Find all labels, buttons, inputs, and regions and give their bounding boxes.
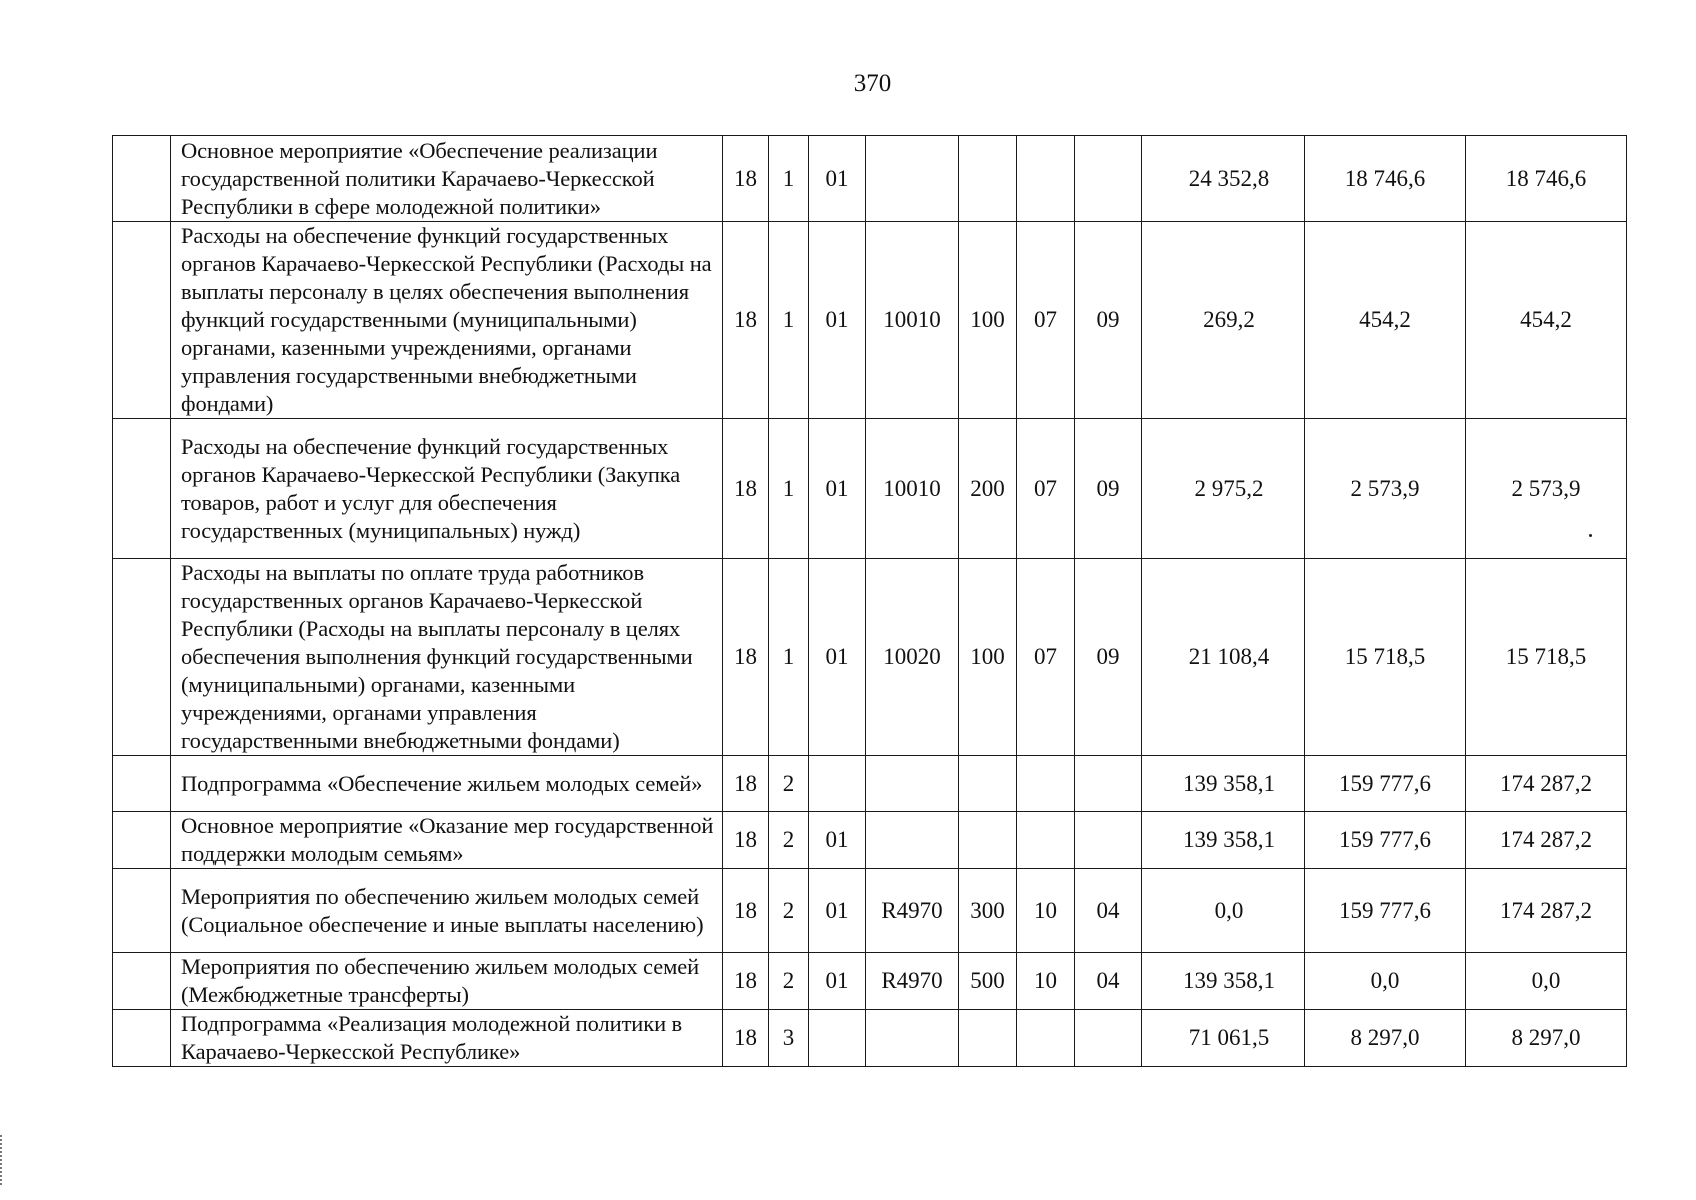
row-index-cell bbox=[113, 419, 171, 559]
row-description: Основное мероприятие «Оказание мер государственной поддержки молодым семьям» bbox=[171, 812, 723, 869]
amount-year-2: 2 573,9 bbox=[1305, 419, 1466, 559]
code-subprogram: 2 bbox=[769, 953, 809, 1010]
row-description: Подпрограмма «Обеспечение жильем молодых семей» bbox=[171, 756, 723, 812]
code-activity: 01 bbox=[809, 136, 866, 222]
amount-year-3: 454,2 bbox=[1466, 222, 1627, 419]
code-section bbox=[1017, 1010, 1075, 1067]
code-expense-type: 200 bbox=[959, 419, 1017, 559]
row-description: Основное мероприятие «Обеспечение реализации государственной политики Карачаево-Черкесской Республики в сфере молодежной политики» bbox=[171, 136, 723, 222]
code-direction: R4970 bbox=[866, 869, 959, 953]
code-subprogram: 1 bbox=[769, 419, 809, 559]
row-index-cell bbox=[113, 756, 171, 812]
row-description: Расходы на обеспечение функций государственных органов Карачаево-Черкесской Республики (Закупка товаров, работ и услуг для обеспечения государственных (муниципальных) нужд) bbox=[171, 419, 723, 559]
amount-year-2: 15 718,5 bbox=[1305, 559, 1466, 756]
code-subsection bbox=[1075, 812, 1142, 869]
table-row bbox=[113, 419, 1627, 559]
code-program: 18 bbox=[723, 869, 769, 953]
row-description: Мероприятия по обеспечению жильем молодых семей (Межбюджетные трансферты) bbox=[171, 953, 723, 1010]
table-row bbox=[113, 559, 1627, 756]
code-subprogram: 2 bbox=[769, 756, 809, 812]
code-direction bbox=[866, 136, 959, 222]
row-description: Мероприятия по обеспечению жильем молодых семей (Социальное обеспечение и иные выплаты населению) bbox=[171, 869, 723, 953]
code-section bbox=[1017, 756, 1075, 812]
code-program: 18 bbox=[723, 419, 769, 559]
scan-edge-marks bbox=[0, 1135, 5, 1185]
code-section: 07 bbox=[1017, 559, 1075, 756]
amount-year-3: 15 718,5 bbox=[1466, 559, 1627, 756]
amount-year-1: 21 108,4 bbox=[1142, 559, 1305, 756]
code-subprogram: 2 bbox=[769, 812, 809, 869]
row-index-cell bbox=[113, 953, 171, 1010]
code-expense-type: 500 bbox=[959, 953, 1017, 1010]
code-subsection bbox=[1075, 756, 1142, 812]
row-index-cell bbox=[113, 1010, 171, 1067]
amount-year-3: 8 297,0 bbox=[1466, 1010, 1627, 1067]
table-row bbox=[113, 136, 1627, 222]
amount-year-3: 174 287,2 bbox=[1466, 756, 1627, 812]
code-program: 18 bbox=[723, 559, 769, 756]
amount-year-2: 159 777,6 bbox=[1305, 812, 1466, 869]
code-direction: R4970 bbox=[866, 953, 959, 1010]
page-number: 370 bbox=[853, 70, 892, 97]
amount-year-2: 0,0 bbox=[1305, 953, 1466, 1010]
table-row bbox=[113, 812, 1627, 869]
code-direction: 10010 bbox=[866, 419, 959, 559]
code-direction bbox=[866, 756, 959, 812]
code-section: 07 bbox=[1017, 419, 1075, 559]
code-expense-type bbox=[959, 756, 1017, 812]
amount-year-1: 24 352,8 bbox=[1142, 136, 1305, 222]
code-activity: 01 bbox=[809, 869, 866, 953]
code-subsection: 04 bbox=[1075, 953, 1142, 1010]
code-program: 18 bbox=[723, 1010, 769, 1067]
code-activity bbox=[809, 1010, 866, 1067]
row-index-cell bbox=[113, 812, 171, 869]
code-expense-type: 300 bbox=[959, 869, 1017, 953]
code-activity: 01 bbox=[809, 812, 866, 869]
code-subsection bbox=[1075, 136, 1142, 222]
code-direction: 10020 bbox=[866, 559, 959, 756]
code-activity: 01 bbox=[809, 419, 866, 559]
amount-year-3: 0,0 bbox=[1466, 953, 1627, 1010]
code-subsection: 09 bbox=[1075, 559, 1142, 756]
code-subsection bbox=[1075, 1010, 1142, 1067]
scan-speck bbox=[1589, 534, 1592, 537]
row-description: Расходы на обеспечение функций государственных органов Карачаево-Черкесской Республики (Расходы на выплаты персоналу в целях обеспечения выполнения функций государственными (муниципальными) органами, казенными учреждениями, органами управления государственными внебюджетными фондами) bbox=[171, 222, 723, 419]
code-section: 10 bbox=[1017, 953, 1075, 1010]
table-row bbox=[113, 222, 1627, 419]
code-subprogram: 1 bbox=[769, 222, 809, 419]
row-index-cell bbox=[113, 869, 171, 953]
amount-year-2: 454,2 bbox=[1305, 222, 1466, 419]
code-subsection: 09 bbox=[1075, 222, 1142, 419]
amount-year-3: 18 746,6 bbox=[1466, 136, 1627, 222]
amount-year-1: 71 061,5 bbox=[1142, 1010, 1305, 1067]
code-section bbox=[1017, 136, 1075, 222]
code-subsection: 09 bbox=[1075, 419, 1142, 559]
code-expense-type bbox=[959, 136, 1017, 222]
table-body bbox=[113, 136, 1627, 1067]
code-subprogram: 2 bbox=[769, 869, 809, 953]
row-index-cell bbox=[113, 559, 171, 756]
amount-year-3: 174 287,2 bbox=[1466, 812, 1627, 869]
amount-year-2: 159 777,6 bbox=[1305, 869, 1466, 953]
row-description: Расходы на выплаты по оплате труда работников государственных органов Карачаево-Черкесской Республики (Расходы на выплаты персоналу в целях обеспечения выполнения функций государственными (муниципальными) органами, казенными учреждениями, органами управления государственными внебюджетными фондами) bbox=[171, 559, 723, 756]
code-expense-type bbox=[959, 1010, 1017, 1067]
code-activity bbox=[809, 756, 866, 812]
code-program: 18 bbox=[723, 136, 769, 222]
code-subsection: 04 bbox=[1075, 869, 1142, 953]
amount-year-1: 0,0 bbox=[1142, 869, 1305, 953]
code-expense-type: 100 bbox=[959, 222, 1017, 419]
amount-year-1: 269,2 bbox=[1142, 222, 1305, 419]
table-row bbox=[113, 756, 1627, 812]
code-direction: 10010 bbox=[866, 222, 959, 419]
code-section: 07 bbox=[1017, 222, 1075, 419]
amount-year-2: 18 746,6 bbox=[1305, 136, 1466, 222]
amount-year-1: 139 358,1 bbox=[1142, 756, 1305, 812]
amount-year-3: 2 573,9 bbox=[1466, 419, 1627, 559]
code-expense-type bbox=[959, 812, 1017, 869]
amount-year-3: 174 287,2 bbox=[1466, 869, 1627, 953]
code-activity: 01 bbox=[809, 559, 866, 756]
table-row bbox=[113, 869, 1627, 953]
code-subprogram: 1 bbox=[769, 559, 809, 756]
amount-year-1: 139 358,1 bbox=[1142, 953, 1305, 1010]
code-program: 18 bbox=[723, 756, 769, 812]
budget-table bbox=[112, 135, 1627, 1067]
code-program: 18 bbox=[723, 222, 769, 419]
code-expense-type: 100 bbox=[959, 559, 1017, 756]
table-row bbox=[113, 1010, 1627, 1067]
amount-year-2: 159 777,6 bbox=[1305, 756, 1466, 812]
code-program: 18 bbox=[723, 812, 769, 869]
row-index-cell bbox=[113, 136, 171, 222]
code-subprogram: 3 bbox=[769, 1010, 809, 1067]
amount-year-2: 8 297,0 bbox=[1305, 1010, 1466, 1067]
amount-year-1: 139 358,1 bbox=[1142, 812, 1305, 869]
code-section: 10 bbox=[1017, 869, 1075, 953]
code-section bbox=[1017, 812, 1075, 869]
code-subprogram: 1 bbox=[769, 136, 809, 222]
row-description: Подпрограмма «Реализация молодежной политики в Карачаево-Черкесской Республике» bbox=[171, 1010, 723, 1067]
amount-year-1: 2 975,2 bbox=[1142, 419, 1305, 559]
code-direction bbox=[866, 812, 959, 869]
code-program: 18 bbox=[723, 953, 769, 1010]
table-row bbox=[113, 953, 1627, 1010]
code-activity: 01 bbox=[809, 953, 866, 1010]
code-direction bbox=[866, 1010, 959, 1067]
row-index-cell bbox=[113, 222, 171, 419]
code-activity: 01 bbox=[809, 222, 866, 419]
